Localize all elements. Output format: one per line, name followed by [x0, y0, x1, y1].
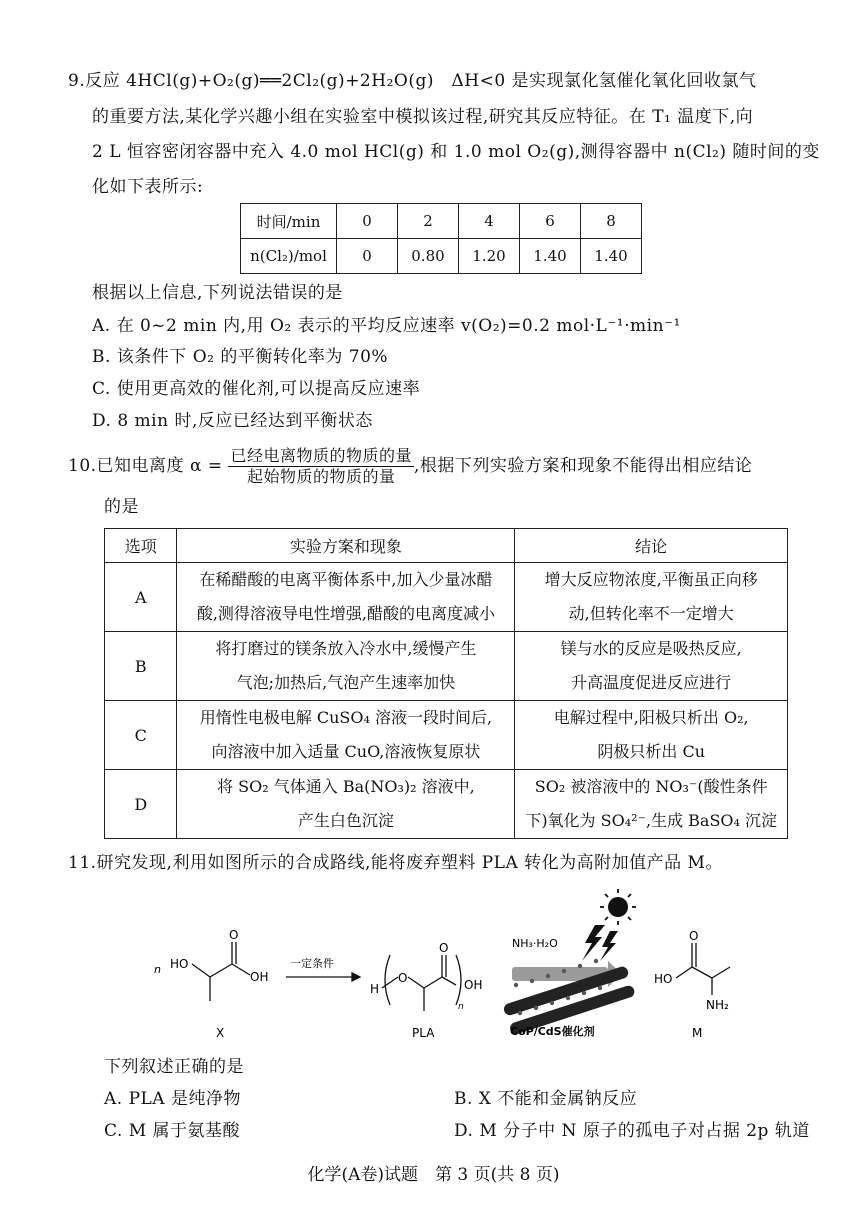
conclusion-line: SO₂ 被溶液中的 NO₃⁻(酸性条件 [534, 777, 768, 796]
m-hydroxyl-label: HO [654, 972, 673, 986]
conclusion-cell [515, 701, 788, 770]
option-label: B [105, 632, 177, 701]
lightning-icon [582, 925, 618, 961]
experiment-cell [177, 563, 515, 632]
arrow-condition-label: 一定条件 [290, 957, 334, 970]
pla-end-hydrogen: H [370, 982, 380, 996]
conclusion-line: 增大反应物浓度,平衡虽正向移 [544, 570, 758, 589]
fraction-denominator: 起始物质的物质的量 [246, 467, 396, 486]
table-cell: 6 [520, 204, 581, 239]
q11-line-1: 11.研究发现,利用如图所示的合成路线,能将废弃塑料 PLA 转化为高附加值产品 M。 [68, 853, 723, 873]
pla-carbonyl-oxygen: O [439, 941, 449, 955]
reagent-label: NH₃·H₂O [512, 937, 558, 950]
table-header-row [105, 529, 788, 563]
q10-line-1 [68, 443, 752, 489]
experiment-cell [177, 632, 515, 701]
q10-line-2: 的是 [104, 497, 139, 517]
experiment-cell [177, 770, 515, 839]
experiment-line: 将 SO₂ 气体通入 Ba(NO₃)₂ 溶液中, [217, 777, 475, 796]
q11-option-a: A. PLA 是纯净物 [104, 1089, 241, 1109]
q9-line-3: 2 L 恒容密闭容器中充入 4.0 mol HCl(g) 和 1.0 mol O₂(g),测得容器中 n(Cl₂) 随时间的变 [92, 142, 820, 162]
pla-end-oh: OH [464, 978, 483, 992]
table-cell: 4 [459, 204, 520, 239]
table-cell: 1.40 [581, 239, 642, 274]
q10-suffix: ,根据下列实验方案和现象不能得出相应结论 [414, 456, 753, 476]
q9-line-2: 的重要方法,某化学兴趣小组在实验室中模拟该过程,研究其反应特征。在 T₁ 温度下,向 [92, 107, 754, 127]
experiment-line: 向溶液中加入适量 CuO,溶液恢复原状 [211, 742, 481, 761]
table-row [241, 239, 642, 274]
q11-option-d: D. M 分子中 N 原子的孤电子对占据 2p 轨道 [454, 1121, 810, 1141]
conclusion-line: 镁与水的反应是吸热反应, [560, 639, 742, 658]
x-carboxyl-oh: OH [250, 970, 269, 984]
synthesis-scheme [140, 885, 780, 1040]
m-skeleton [676, 943, 730, 995]
table-row [105, 701, 788, 770]
x-carbonyl-oxygen: O [229, 928, 239, 942]
conclusion-line: 电解过程中,阳极只析出 O₂, [553, 708, 749, 727]
header-option: 选项 [105, 529, 177, 563]
header-experiment: 实验方案和现象 [177, 529, 515, 563]
q10-prefix: 10.已知电离度 α = [68, 456, 223, 476]
m-amino-label: NH₂ [706, 998, 729, 1012]
conclusion-line: 升高温度促进反应进行 [571, 673, 732, 692]
m-carbonyl-oxygen: O [689, 929, 699, 943]
table-cell: 0.80 [398, 239, 459, 274]
table-cell: 0 [337, 204, 398, 239]
q9-option-a: A. 在 0~2 min 内,用 O₂ 表示的平均反应速率 v(O₂)=0.2 mol·L⁻¹·min⁻¹ [92, 316, 681, 336]
conclusion-cell [515, 632, 788, 701]
experiment-cell [177, 701, 515, 770]
conclusion-line: 下)氧化为 SO₄²⁻,生成 BaSO₄ 沉淀 [525, 811, 778, 830]
table-cell: 1.20 [459, 239, 520, 274]
q11-option-b: B. X 不能和金属钠反应 [454, 1089, 638, 1109]
table-cell: 8 [581, 204, 642, 239]
q9-option-c: C. 使用更高效的催化剂,可以提高反应速率 [92, 379, 421, 399]
q9-line-4: 化如下表所示: [92, 177, 204, 197]
pla-n-subscript: n [458, 1002, 464, 1012]
sun-icon [600, 889, 636, 925]
caption-x: X [216, 1026, 225, 1040]
conclusion-cell [515, 770, 788, 839]
q9-stem: 根据以上信息,下列说法错误的是 [92, 283, 343, 303]
q9-data-table [240, 203, 642, 274]
x-hydroxyl-label: HO [170, 957, 189, 971]
scheme-n-coefficient: n [154, 963, 161, 976]
table-cell: 2 [398, 204, 459, 239]
q11-stem: 下列叙述正确的是 [104, 1057, 244, 1077]
option-label: A [105, 563, 177, 632]
experiment-line: 在稀醋酸的电离平衡体系中,加入少量冰醋 [199, 570, 493, 589]
caption-pla: PLA [412, 1026, 435, 1040]
table-cell: 0 [337, 239, 398, 274]
conclusion-line: 阴极只析出 Cu [597, 742, 705, 761]
pla-ester-oxygen: O [398, 971, 408, 985]
page-footer: 化学(A卷)试题 第 3 页(共 8 页) [307, 1165, 560, 1185]
table-cell: n(Cl₂)/mol [241, 239, 337, 274]
table-row [105, 563, 788, 632]
header-conclusion: 结论 [515, 529, 788, 563]
ionization-fraction [228, 446, 414, 487]
q11-option-c: C. M 属于氨基酸 [104, 1121, 241, 1141]
conclusion-line: 动,但转化率不一定增大 [568, 604, 734, 623]
reaction-arrow [286, 973, 360, 981]
experiment-line: 用惰性电极电解 CuSO₄ 溶液一段时间后, [199, 708, 493, 727]
table-cell: 时间/min [241, 204, 337, 239]
fraction-numerator: 已经电离物质的物质的量 [230, 446, 412, 465]
experiment-line: 酸,测得溶液导电性增强,醋酸的电离度减小 [196, 604, 495, 623]
catalyst-label: CoP/CdS催化剂 [510, 1025, 595, 1038]
table-cell: 1.40 [520, 239, 581, 274]
q10-experiment-table [104, 528, 788, 839]
option-label: D [105, 770, 177, 839]
table-row [105, 632, 788, 701]
table-row [105, 770, 788, 839]
x-skeleton [192, 942, 250, 1001]
q9-line-1: 9.反应 4HCl(g)+O₂(g)══2Cl₂(g)+2H₂O(g) ΔH<0 是实现氯化氢催化氧化回收氯气 [68, 71, 757, 91]
pla-skeleton [382, 955, 461, 1011]
q9-option-b: B. 该条件下 O₂ 的平衡转化率为 70% [92, 347, 389, 367]
experiment-line: 将打磨过的镁条放入冷水中,缓慢产生 [215, 639, 477, 658]
experiment-line: 产生白色沉淀 [297, 811, 394, 830]
caption-m: M [692, 1026, 703, 1040]
q9-option-d: D. 8 min 时,反应已经达到平衡状态 [92, 411, 373, 431]
experiment-line: 气泡;加热后,气泡产生速率加快 [236, 673, 456, 692]
conclusion-cell [515, 563, 788, 632]
option-label: C [105, 701, 177, 770]
table-row [241, 204, 642, 239]
